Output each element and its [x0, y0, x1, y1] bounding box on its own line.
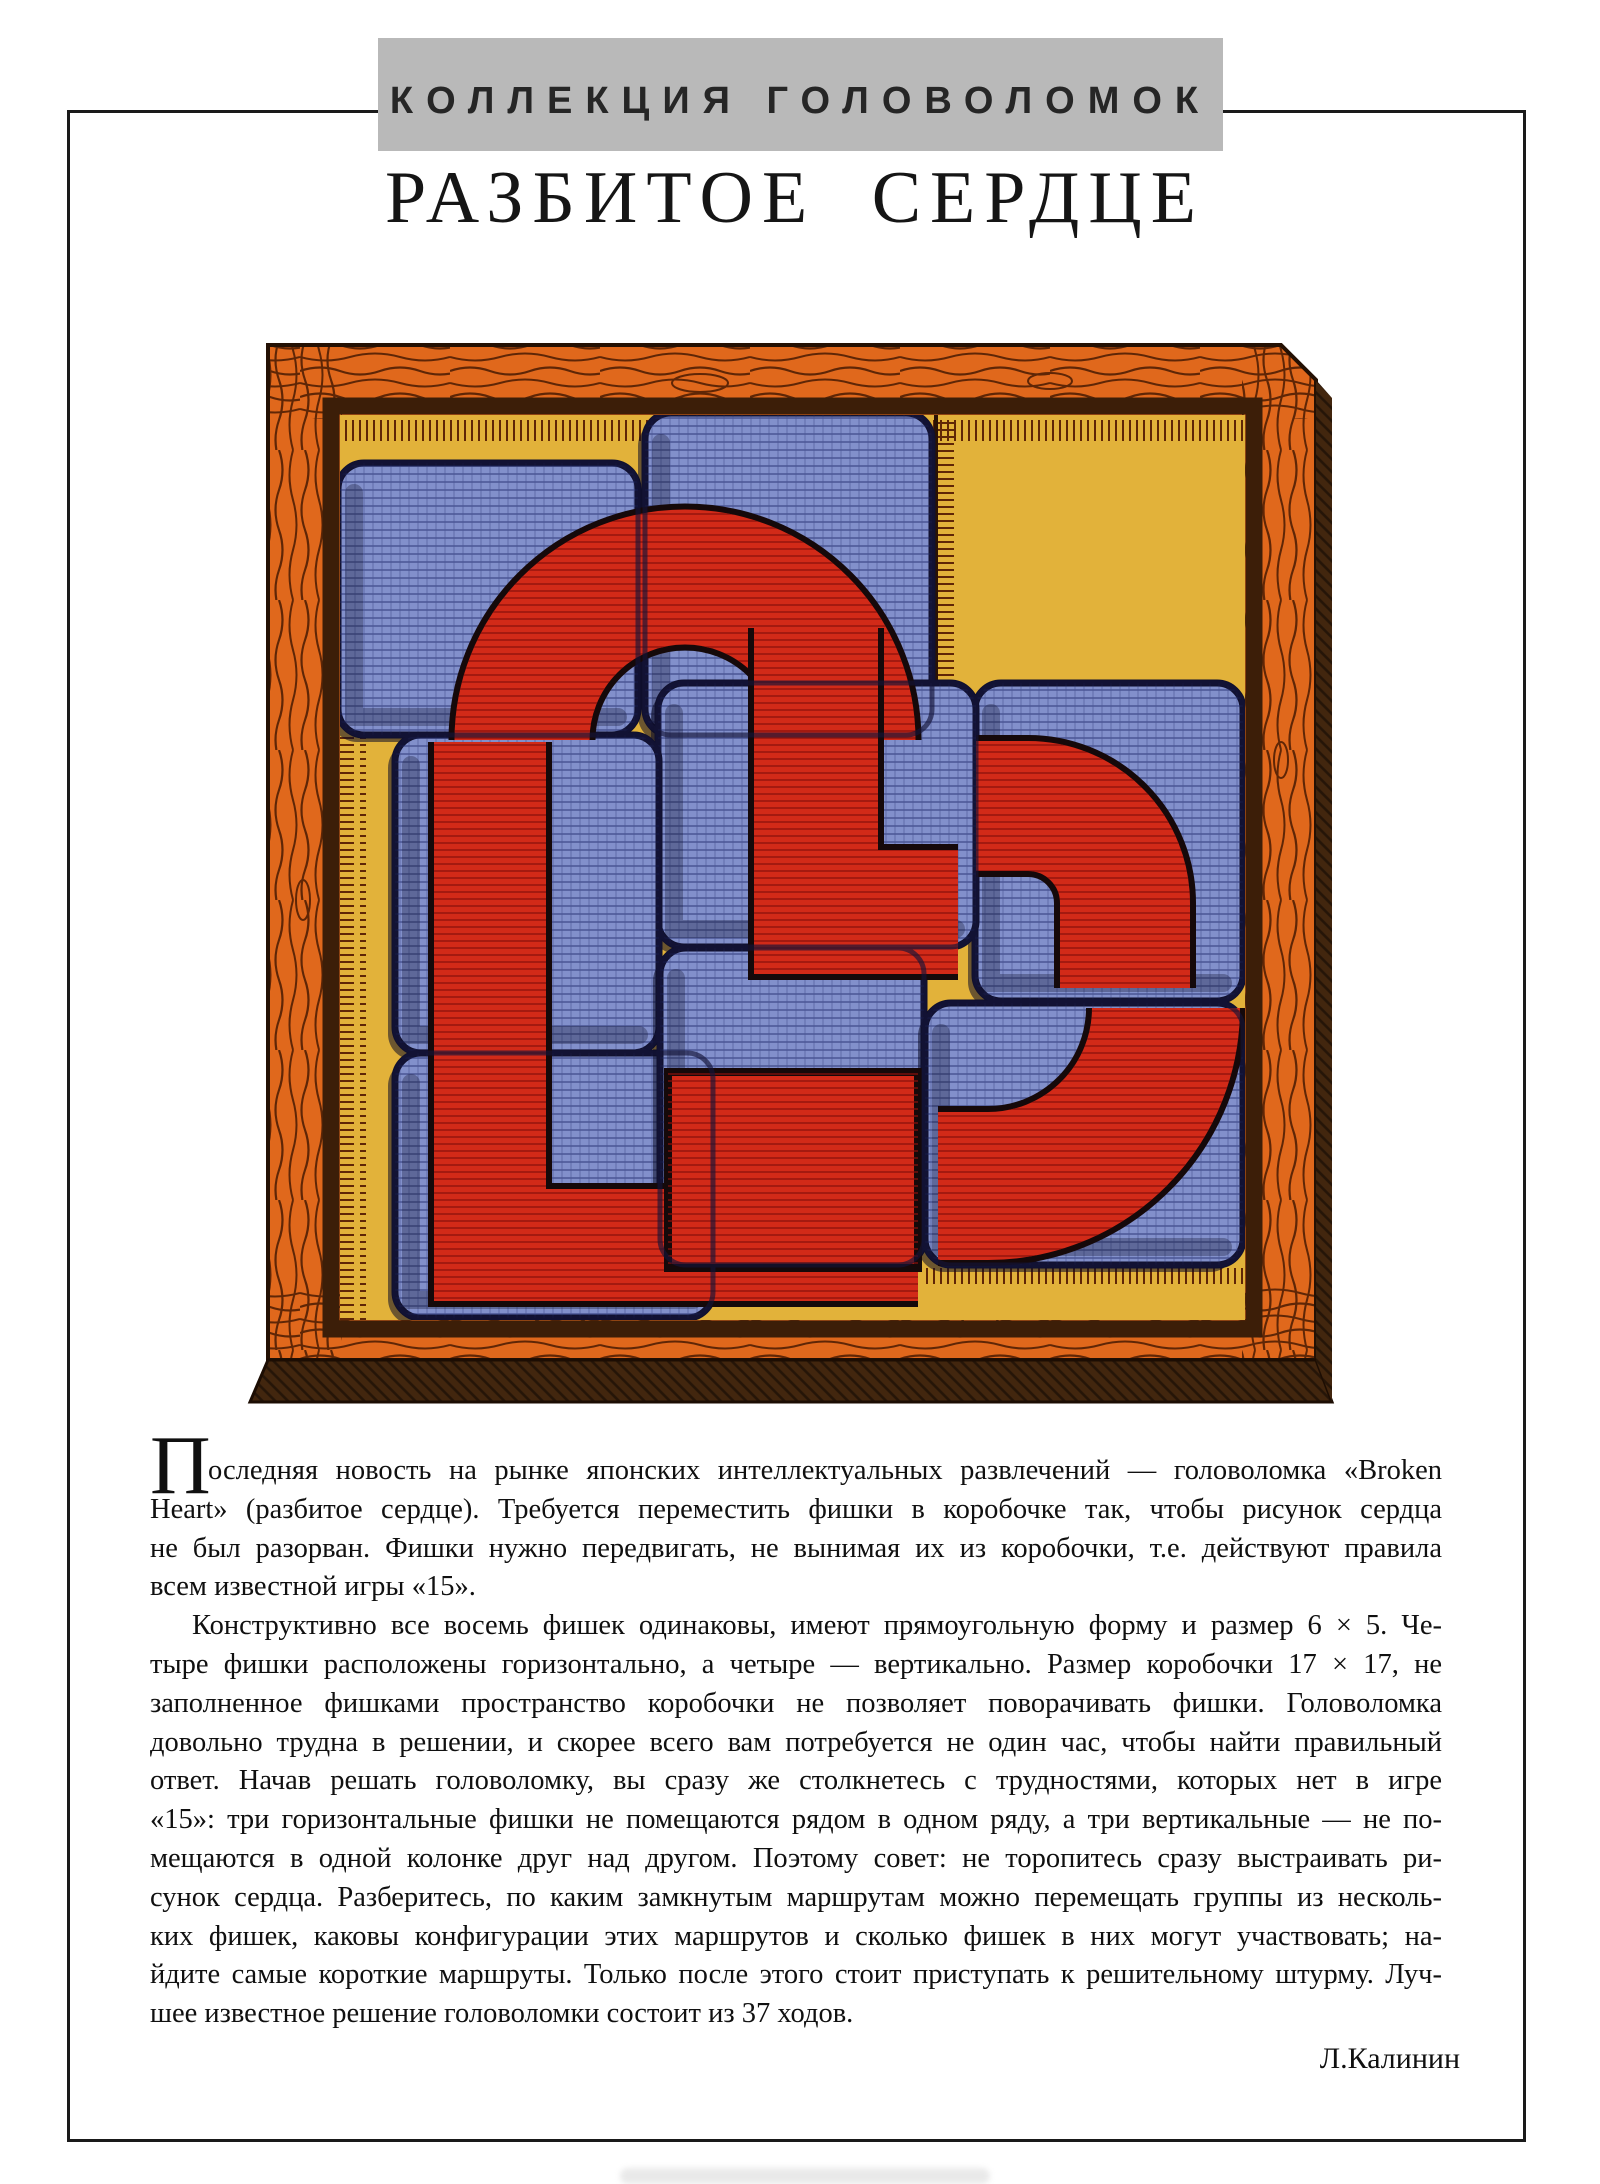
body-line: тыре фишки расположены горизонтально, а четыре — вертикально. Размер коробочки 17 × 17, не: [150, 1648, 1442, 1680]
body-line: сунок сердца. Разберитесь, по каким замкнутым маршрутам можно перемещать группы из несколь-: [150, 1881, 1442, 1913]
body-line: П оследняя новость на рынке японских интеллектуальных развлечений — головоломка «Broken: [150, 1419, 1442, 1512]
puzzle-box-illustration: [235, 338, 1350, 1416]
body-line: заполненное фишками пространство коробочки не позволяет поворачивать фишки. Головоломка: [150, 1687, 1442, 1719]
author-signature: Л.Калинин: [1319, 2042, 1460, 2075]
article-body: [150, 1419, 1442, 2034]
body-line: Конструктивно все восемь фишек одинаковы, имеют прямоугольную форму и размер 6 × 5. Че-: [192, 1610, 1442, 1642]
body-line: йдите самые короткие маршруты. Только после этого стоит приступать к решительному штурму. Луч-: [150, 1959, 1442, 1991]
body-line: не был разорван. Фишки нужно передвигать, не вынимая их из коробочки, т.е. действуют правила: [150, 1532, 1442, 1564]
body-line: всем известной игры «15».: [150, 1571, 476, 1603]
drop-cap: П: [150, 1419, 211, 1512]
body-line: Heart» (разбитое сердце). Требуется переместить фишки в коробочке так, чтобы рисунок сердца: [150, 1493, 1442, 1525]
body-line: «15»: три горизонтальные фишки не помещаются рядом в одном ряду, а три вертикальные — не по-: [150, 1804, 1442, 1836]
scan-artifact: [620, 2168, 990, 2184]
body-line: довольно трудна в решении, и скорее всего вам потребуется не один час, чтобы найти правильный: [150, 1726, 1442, 1758]
body-line: ких фишек, каковы конфигурации этих маршрутов и сколько фишек в них могут участвовать; на-: [150, 1920, 1442, 1952]
body-line: мещаются в одной колонке друг над другом. Поэтому совет: не торопитесь сразу выстраивать ри-: [150, 1842, 1442, 1874]
page-title: РАЗБИТОЕ СЕРДЦЕ: [385, 157, 1205, 239]
body-line: шее известное решение головоломки состоит из 37 ходов.: [150, 1998, 854, 2030]
header-band: [378, 38, 1223, 151]
body-line: ответ. Начав решать головоломку, вы сразу же столкнетесь с трудностями, которых нет в игре: [150, 1765, 1442, 1797]
header-band-label: КОЛЛЕКЦИЯ ГОЛОВОЛОМОК: [389, 80, 1212, 122]
